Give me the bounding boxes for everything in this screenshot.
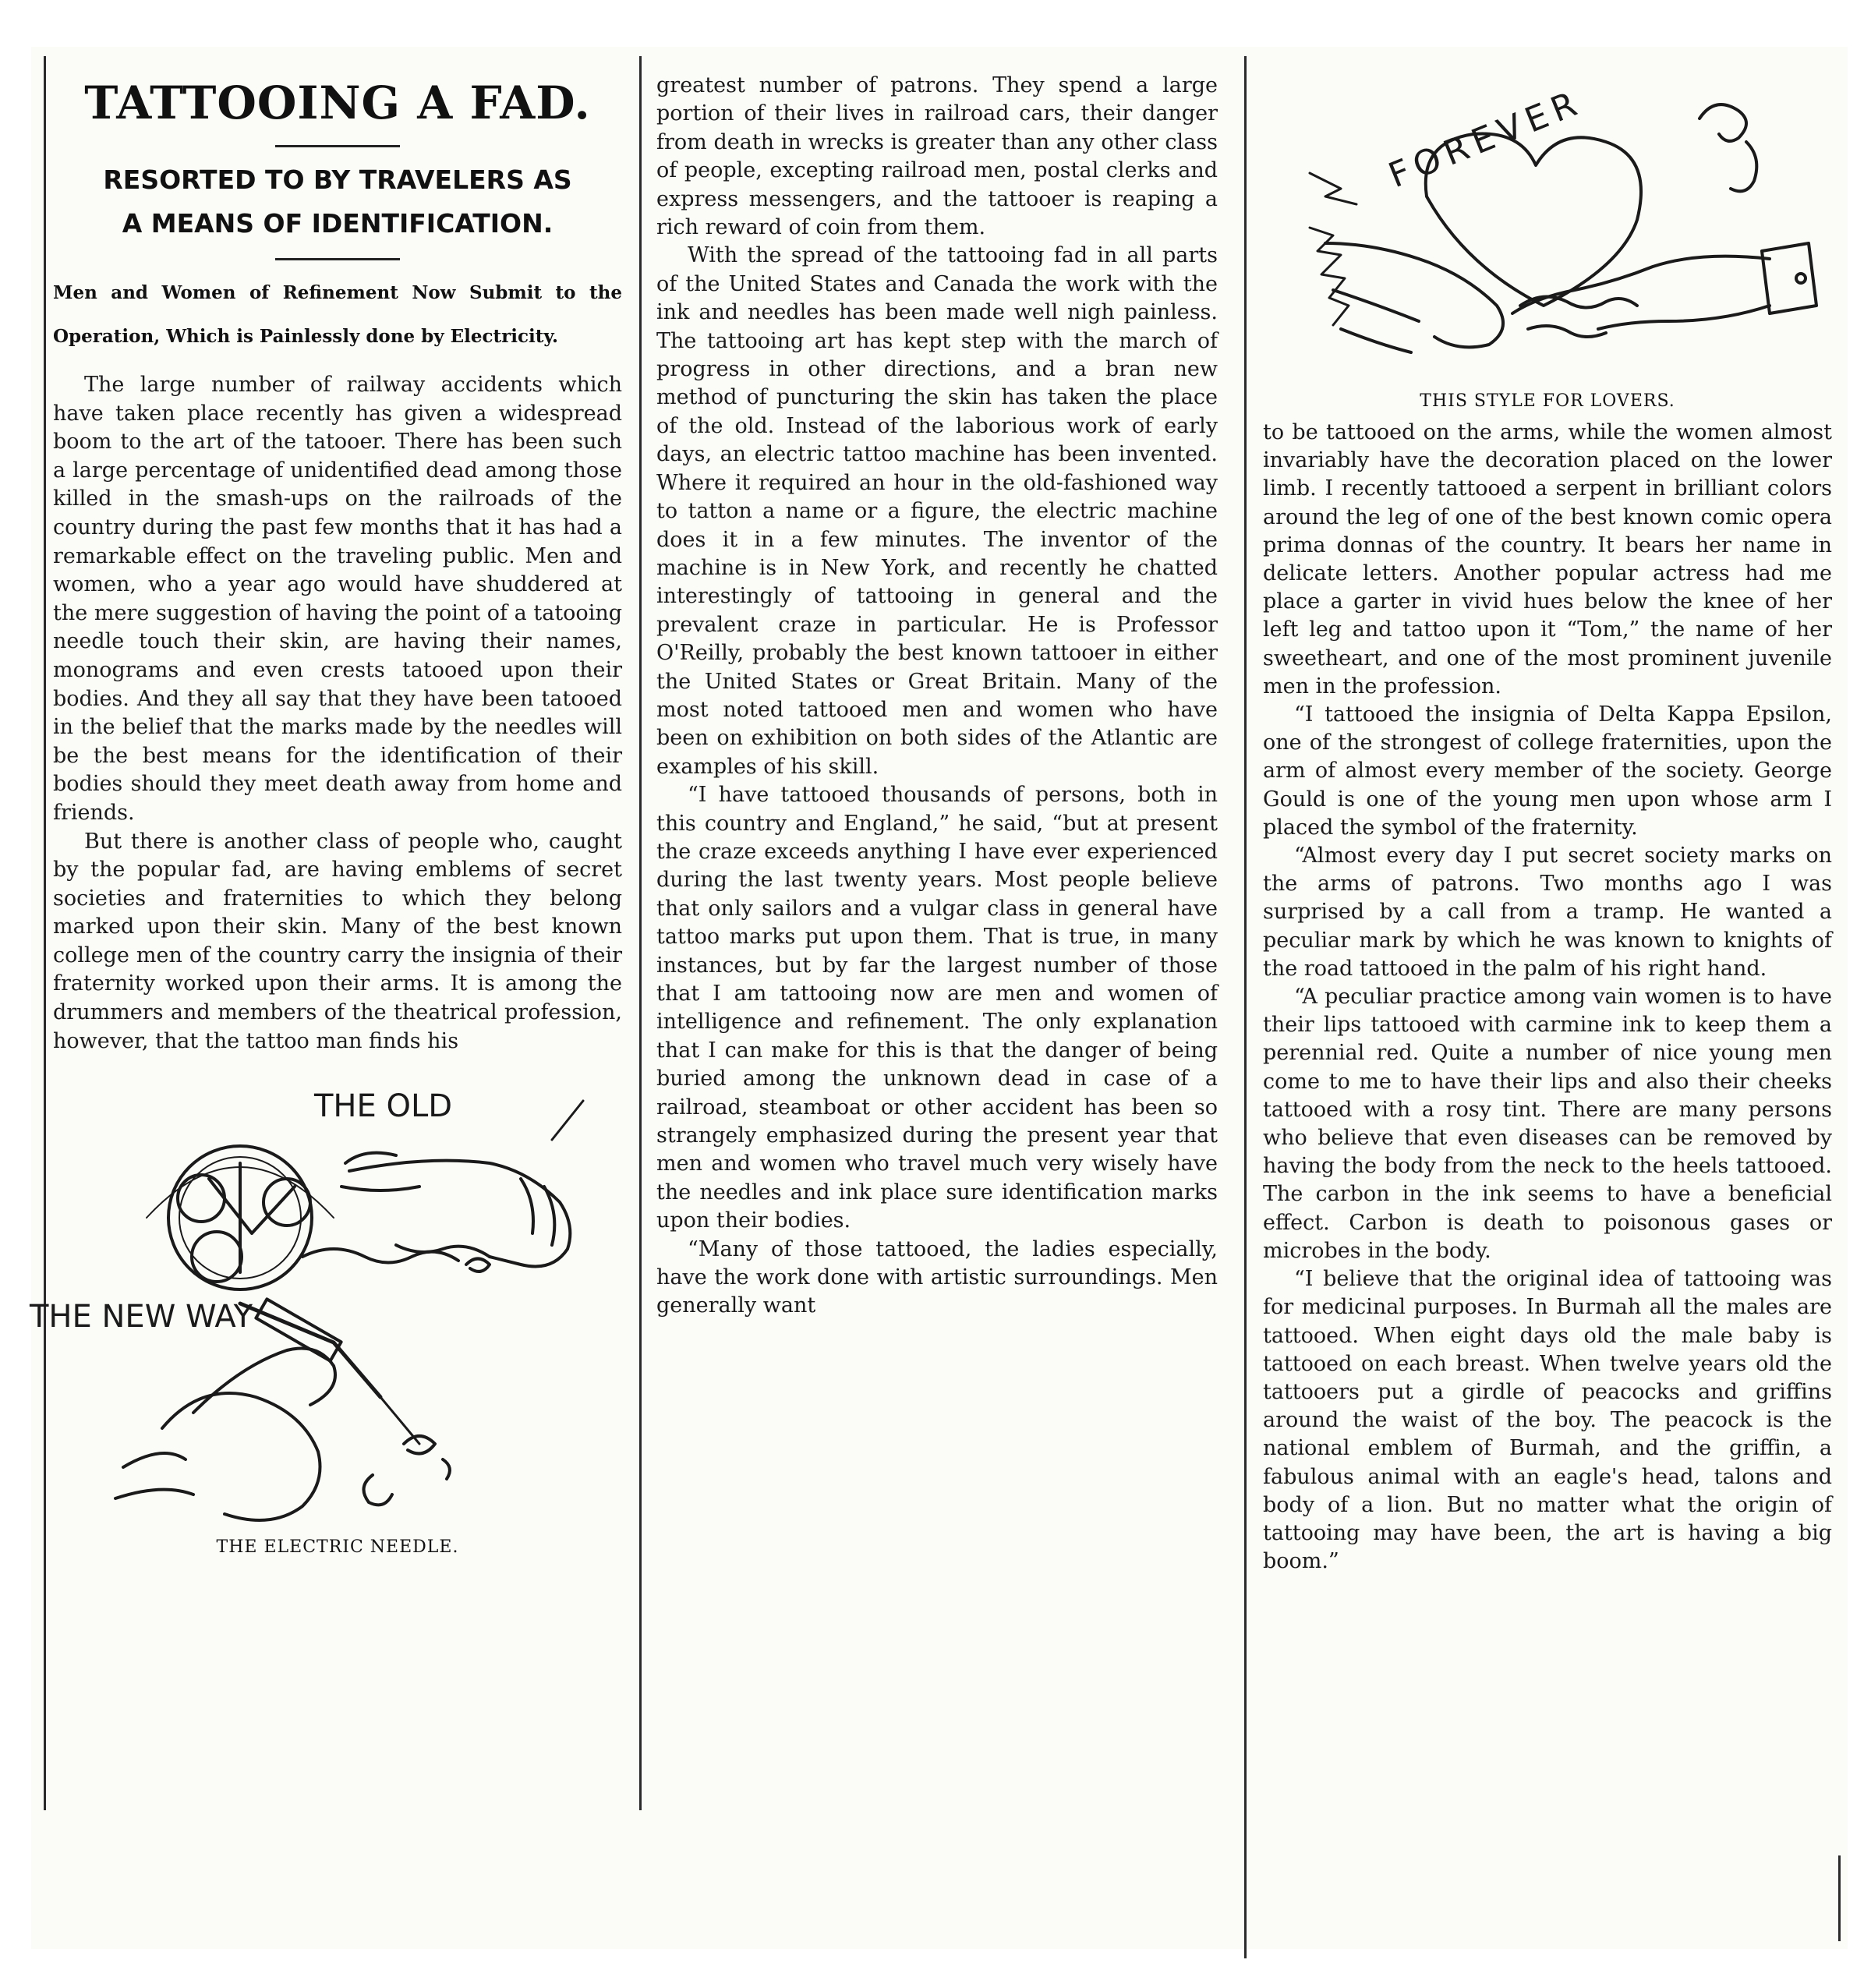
- column-1: [30, 62, 622, 1558]
- subheadline: [53, 158, 622, 246]
- illustration-label-new: THE NEW WAY: [30, 1299, 253, 1335]
- lovers-illustration: [1263, 72, 1832, 411]
- column-1-text: [53, 371, 622, 1056]
- paragraph: “I have tattooed thousands of persons, both in this country and England,” he said, “but at present the craze exceeds anything I have ever experienced during the last twenty years. Most people believe that only sailors and a vulgar class in general have tattoo marks put upon them. That is true, in many instances, but by far the largest number of those that I am tattooing now are men and women of intelligence and refinement. The only explanation that I can make for this is that the danger of being buried among the unknown dead in case of a railroad, steamboat or other accident has been so strangely emphasized during the present year that men and women who travel much very wisely have the needles and ink place sure identification marks upon their bodies.: [656, 783, 1218, 1233]
- column-2-text: [656, 72, 1218, 1321]
- paragraph: But there is another class of people who, caught by the popular fad, are having emblems of secret societies and fraternities to which they belong marked upon their skin. Many of the best known college men of the country carry the insignia of their fraternity worked upon their arms. It is among the drummers and members of the theatrical profession, however, that the tattoo man finds his: [53, 829, 622, 1053]
- illustration-caption: THE ELECTRIC NEEDLE.: [216, 1537, 459, 1558]
- illustration-label-forever: FOREVER: [1383, 82, 1589, 196]
- paragraph: “I tattooed the insignia of Delta Kappa Epsilon, one of the strongest of college fraternities, upon the arm of almost every member of the society. George Gould is one of the young men upon whose arm I placed the symbol of the fraternity.: [1263, 702, 1832, 840]
- subheadline-line-2: A MEANS OF IDENTIFICATION.: [122, 208, 554, 239]
- paragraph: to be tattooed on the arms, while the women almost invariably have the decoration placed on the lower limb. I recently tattooed a serpent in brilliant colors around the leg of one of the best known comic opera prima donnas of the country. It bears her name in delicate letters. Another popular actress had me place a garter in vivid hues below the knee of her left leg and tattoo upon it “Tom,” the name of her sweetheart, and one of the most prominent juvenile men in the profession.: [1263, 420, 1832, 699]
- column-rule-left: [44, 56, 46, 1810]
- column-rule-right: [1838, 1855, 1841, 1941]
- paragraph: greatest number of patrons. They spend a large portion of their lives in railroad cars, their danger from death in wrecks is greater than any other class of people, excepting railroad men, postal clerks and express messengers, and the tattooer is reaping a rich reward of coin from them.: [656, 73, 1218, 240]
- headline: TATTOOING A FAD.: [84, 76, 591, 129]
- paragraph: “Almost every day I put secret society marks on the arms of patrons. Two months ago I was surprised by a call from a tramp. He wanted a peculiar mark by which he was known to knights of the road tattooed in the palm of his right hand.: [1263, 844, 1832, 981]
- column-rule-2: [1244, 56, 1247, 1958]
- column-3: [1263, 62, 1832, 1576]
- clasped-hands-heart-drawing: [1263, 72, 1832, 384]
- paragraph: With the spread of the tattooing fad in all parts of the United States and Canada the work with the ink and needles has been made well nigh painless. The tattooing art has kept step with the march of progress in other directions, and a bran new method of puncturing the skin has taken the place of the old. Instead of the laborious work of early days, an electric tattoo machine has been invented. Where it required an hour in the old-fashioned way to tatton a name or a figure, the electric machine does it in a few minutes. The inventor of the machine is in New York, and recently he chatted interestingly of tattooing in general and the prevalent craze in particular. He is Professor O'Reilly, probably the best known tattooer in either the United States or Great Britain. Many of the most noted tattooed men and women who have been on exhibition on both sides of the Atlantic are examples of his skill.: [656, 243, 1218, 779]
- column-2: [656, 72, 1218, 1321]
- paragraph: “A peculiar practice among vain women is to have their lips tattooed with carmine ink to keep them a perennial red. Quite a number of nice young men come to me to have their lips and also their cheeks tattooed with a rosy tint. There are many persons who believe that even diseases can be removed by having the body from the neck to the heels tattooed. The carbon in the ink seems to have a beneficial effect. Carbon is death to poisonous gases or microbes in the body.: [1263, 985, 1832, 1263]
- headline-divider: [275, 145, 400, 147]
- illustration-label-old: THE OLD: [314, 1088, 453, 1125]
- column-rule-1: [639, 56, 642, 1810]
- electric-needle-illustration: [30, 1070, 622, 1558]
- paragraph: “Many of those tattooed, the ladies especially, have the work done with artistic surroundings. Men generally want: [656, 1236, 1218, 1318]
- lovers-illustration-caption: THIS STYLE FOR LOVERS.: [1420, 391, 1675, 411]
- paragraph: “I believe that the original idea of tattooing was for medicinal purposes. In Burmah all the males are tattooed. When eight days old the male baby is tattooed on each breast. When twelve years old the tattooers put a girdle of peacocks and griffins around the waist of the boy. The peacock is the national emblem of Burmah, and the griffin, a fabulous animal with an eagle's head, talons and body of a lion. But no matter what the origin of tattooing may have been, the art is having a big boom.”: [1263, 1267, 1832, 1574]
- paragraph: The large number of railway accidents which have taken place recently has given a widespread boom to the art of the tatooer. There has been such a large percentage of unidentified dead among those killed in the smash-ups on the railroads of the country during the past few months that it has had a remarkable effect on the traveling public. Men and women, who a year ago would have shuddered at the mere suggestion of having the point of a tatooing needle touch their skin, are having their names, monograms and even crests tatooed upon their bodies. And they all say that they have been tatooed in the belief that the marks made by the needles will be the best means for the identification of their bodies should they meet death away from home and friends.: [53, 373, 622, 825]
- column-3-text: [1263, 419, 1832, 1576]
- subheadline-divider: [275, 258, 400, 260]
- tattoo-hands-drawing: [30, 1070, 622, 1530]
- subheadline-line-1: RESORTED TO BY TRAVELERS AS: [103, 164, 572, 195]
- deck: Men and Women of Refinement Now Submit to the Operation, Which is Painlessly done by Electricity.: [53, 282, 622, 347]
